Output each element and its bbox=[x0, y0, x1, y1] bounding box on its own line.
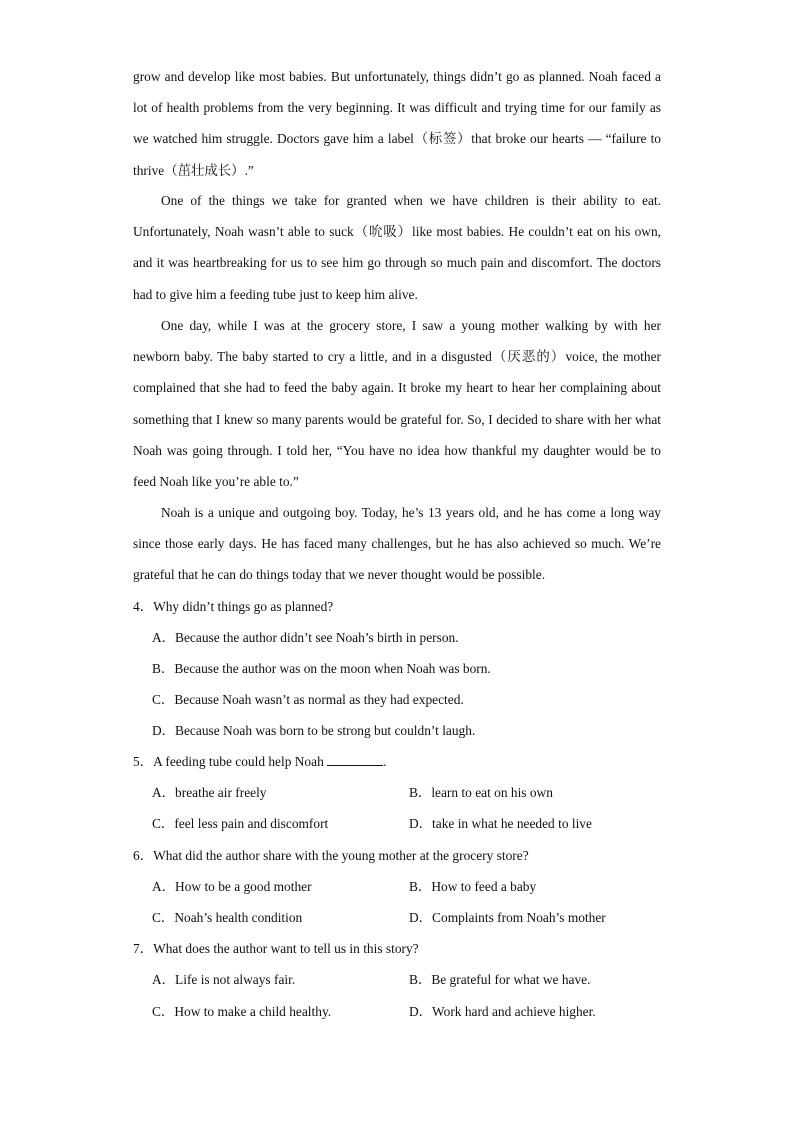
question-5-stem-text: 5．A feeding tube could help Noah bbox=[133, 754, 324, 769]
question-7-option-a: A．Life is not always fair. bbox=[152, 972, 296, 987]
question-5-option-d: D．take in what he needed to live bbox=[409, 816, 592, 831]
question-5-stem-end: . bbox=[383, 754, 387, 769]
question-5-option-a: A．breathe air freely bbox=[152, 785, 267, 800]
question-6-option-a: A．How to be a good mother bbox=[152, 879, 312, 894]
question-6-option-b: B．How to feed a baby bbox=[409, 879, 537, 894]
question-5-option-b: B．learn to eat on his own bbox=[409, 785, 553, 800]
question-4-option-a: A．Because the author didn’t see Noah’s birth in person. bbox=[152, 630, 459, 645]
passage-paragraph-3: One day, while I was at the grocery store, I saw a young mother walking by with her newborn baby. The baby started to cry a little, and in a disgusted（厌恶的）voice, the mother complained that she had to feed the baby again. It broke my heart to hear her complaining about something that I knew so many parents would be grateful for. So, I decided to share with her what Noah was going through. I told her, “You have no idea how thankful my daughter would be to feed Noah like you’re able to.” bbox=[133, 318, 661, 490]
question-4-option-d: D．Because Noah was born to be strong but couldn’t laugh. bbox=[152, 723, 476, 738]
question-7-option-b: B．Be grateful for what we have. bbox=[409, 972, 591, 987]
question-6-option-c: C．Noah’s health condition bbox=[152, 910, 303, 925]
question-5-option-c: C．feel less pain and discomfort bbox=[152, 816, 329, 831]
question-4-option-c: C．Because Noah wasn’t as normal as they had expected. bbox=[152, 692, 464, 707]
question-5-stem bbox=[133, 752, 661, 772]
question-7-option-d: D．Work hard and achieve higher. bbox=[409, 1004, 596, 1019]
question-7-option-c: C．How to make a child healthy. bbox=[152, 1004, 332, 1019]
passage-paragraph-1: grow and develop like most babies. But unfortunately, things didn’t go as planned. Noah faced a lot of health problems from the very beginning. It was difficult and trying time for our family as we watched him struggle. Doctors gave him a label（标签）that broke our hearts — “failure to thrive（茁壮成长）.” bbox=[133, 69, 661, 178]
question-6-stem: 6．What did the author share with the young mother at the grocery store? bbox=[133, 848, 529, 863]
passage-paragraph-4: Noah is a unique and outgoing boy. Today, he’s 13 years old, and he has come a long way since those early days. He has faced many challenges, but he has also achieved so much. We’re grateful that he can do things today that we never thought would be possible. bbox=[133, 505, 661, 583]
answer-blank bbox=[327, 753, 383, 766]
passage-paragraph-2: One of the things we take for granted when we have children is their ability to eat. Unfortunately, Noah wasn’t able to suck（吮吸）like most babies. He couldn’t eat on his own, and it was heartbreaking for us to see him go through so much pain and discomfort. The doctors had to give him a feeding tube just to keep him alive. bbox=[133, 193, 661, 302]
question-4-stem: 4．Why didn’t things go as planned? bbox=[133, 599, 334, 614]
question-7-stem: 7．What does the author want to tell us in this story? bbox=[133, 941, 419, 956]
question-4-option-b: B．Because the author was on the moon when Noah was born. bbox=[152, 661, 491, 676]
question-6-option-d: D．Complaints from Noah’s mother bbox=[409, 910, 606, 925]
